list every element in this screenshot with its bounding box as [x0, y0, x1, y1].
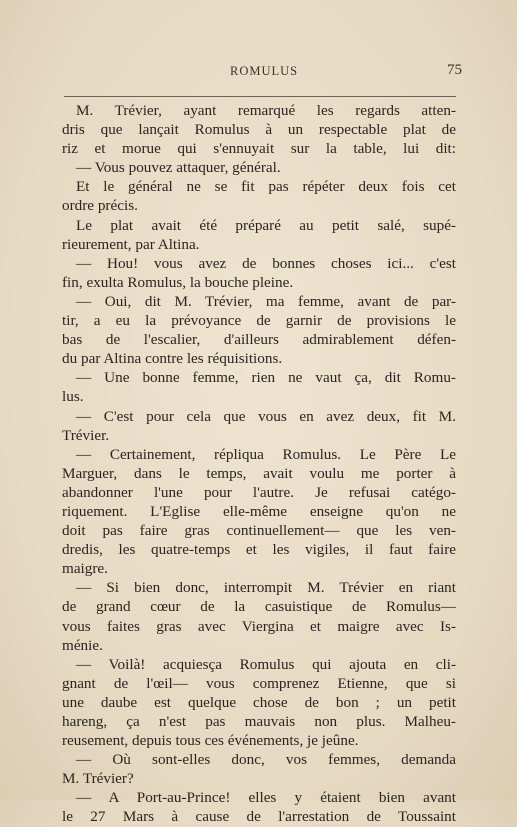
text-line: — Si bien donc, interrompit M. Trévier en riant [76, 579, 456, 597]
text-line: — Une bonne femme, rien ne vaut ça, dit Romu- [76, 369, 456, 387]
text-line: hareng, ça n'est pas mauvais non plus. Malheu- [62, 713, 456, 730]
text-line: riquement. L'Eglise elle-même enseigne qu'on ne [62, 502, 456, 520]
text-line: maigre. [62, 560, 108, 578]
header-rule [64, 96, 456, 97]
text-line: une daube est quelque chose de bon ; un petit [62, 693, 456, 711]
text-line: — Voilà! acquiesça Romulus qui ajouta en cli- [76, 655, 456, 673]
text-line: Le plat avait été préparé au petit salé, supé- [76, 216, 456, 234]
text-line: Trévier. [62, 426, 110, 444]
text-line: — Vous pouvez attaquer, général. [76, 159, 281, 177]
page-number: 75 [447, 62, 462, 78]
text-line: abandonner l'une pour l'autre. Je refusai catégo- [62, 483, 456, 501]
text-line: — Hou! vous avez de bonnes choses ici... c'est [76, 254, 456, 272]
text-line: Et le général ne se fit pas répéter deux fois cet [76, 178, 456, 196]
text-line: vous faites gras avec Viergina et maigre avec Is- [62, 617, 456, 635]
text-line: ordre précis. [62, 197, 138, 215]
text-line: bas de l'escalier, d'ailleurs admirablement défen- [62, 331, 456, 349]
text-line: dredis, les quatre-temps et les vigiles, il faut faire [62, 541, 456, 559]
text-line: — Certainement, répliqua Romulus. Le Père Le [76, 445, 456, 463]
text-line: M. Trévier? [62, 770, 134, 788]
text-line: — A Port-au-Prince! elles y étaient bien avant [76, 789, 456, 807]
body-text [62, 101, 456, 827]
text-line: reusement, depuis tous ces événements, je jeûne. [62, 732, 359, 750]
text-line: dris que lançait Romulus à un respectable plat de [62, 121, 456, 139]
text-line: le 27 Mars à cause de l'arrestation de Toussaint [62, 808, 456, 826]
running-title: ROMULUS [230, 64, 299, 78]
text-line: — Où sont-elles donc, vos femmes, demanda [76, 751, 456, 769]
text-line: doit pas faire gras continuellement— que les ven- [62, 522, 456, 540]
text-line: rieurement, par Altina. [62, 235, 200, 253]
running-head [60, 62, 460, 84]
text-line: — Oui, dit M. Trévier, ma femme, avant de par- [76, 292, 456, 310]
text-line: lus. [62, 388, 84, 406]
text-line: Marguer, dans le temps, avait voulu me porter à [62, 464, 456, 482]
text-line: gnant de l'œil— vous comprenez Etienne, que si [62, 674, 456, 692]
text-line: du par Altina contre les réquisitions. [62, 350, 283, 368]
text-line: M. Trévier, ayant remarqué les regards atten- [76, 102, 456, 119]
text-line: de grand cœur de la casuistique de Romulus— [62, 598, 456, 616]
text-line: riz et morue qui s'ennuyait sur la table, lui dit: [62, 140, 456, 158]
text-line: ménie. [62, 636, 103, 654]
text-line: — C'est pour cela que vous en avez deux, fit M. [76, 407, 456, 425]
text-line: tir, a eu la prévoyance de garnir de provisions le [62, 312, 456, 330]
text-line: fin, exulta Romulus, la bouche pleine. [62, 273, 294, 291]
